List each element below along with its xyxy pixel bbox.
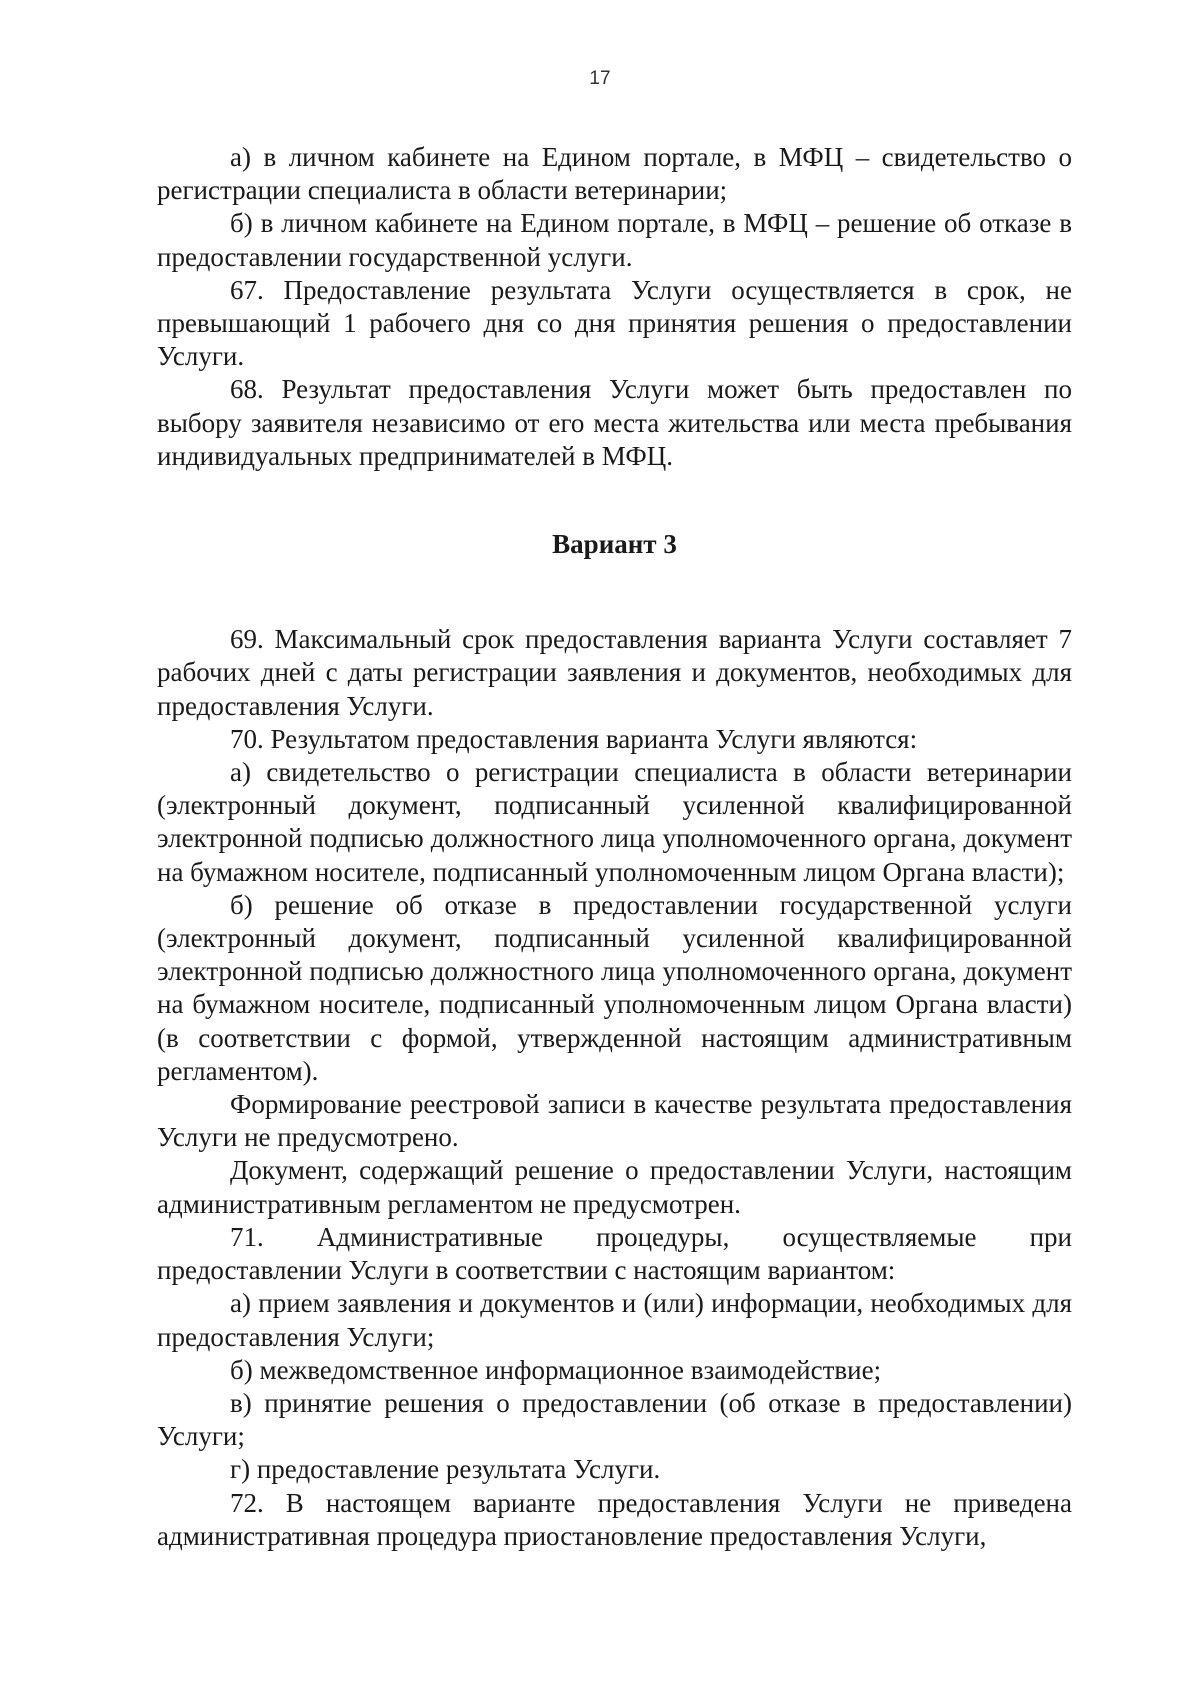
paragraph-66a: а) в личном кабинете на Едином портале, в МФЦ – свидетельство о регистрации специалиста в области ветеринарии;	[157, 142, 1072, 206]
paragraph-70b: б) решение об отказе в предоставлении государственной услуги (электронный документ, подписанный усиленной квалифицированной электронной подписью должностного лица уполномоченного органа, документ на бумажном носителе, подписанный уполномоченным лицом Органа власти) (в соответствии с формой, утвержденной настоящим административным регламентом).	[157, 889, 1072, 1086]
document-body	[157, 141, 1072, 1553]
section-heading: Вариант 3	[552, 529, 677, 560]
paragraph-71a: а) прием заявления и документов и (или) информации, необходимых для предоставления Услуги;	[157, 1288, 1072, 1352]
paragraph-69: 69. Максимальный срок предоставления варианта Услуги составляет 7 рабочих дней с даты регистрации заявления и документов, необходимых для предоставления Услуги.	[157, 624, 1072, 721]
paragraph-66b: б) в личном кабинете на Едином портале, в МФЦ – решение об отказе в предоставлении государственной услуги.	[157, 208, 1072, 272]
paragraph-68: 68. Результат предоставления Услуги может быть предоставлен по выбору заявителя независимо от его места жительства или места пребывания индивидуальных предпринимателей в МФЦ.	[157, 374, 1072, 471]
paragraph-71d: г) предоставление результата Услуги.	[230, 1454, 661, 1485]
page-number: 17	[589, 68, 611, 89]
paragraph-72: 72. В настоящем варианте предоставления Услуги не приведена административная процедура приостановление предоставления Услуги,	[157, 1487, 1072, 1551]
paragraph-70: 70. Результатом предоставления варианта Услуги являются:	[230, 723, 918, 754]
paragraph-67: 67. Предоставление результата Услуги осуществляется в срок, не превышающий 1 рабочего дня со дня принятия решения о предоставлении Услуги.	[157, 274, 1072, 372]
paragraph-71b: б) межведомственное информационное взаимодействие;	[230, 1354, 882, 1385]
paragraph-70a: а) свидетельство о регистрации специалиста в области ветеринарии (электронный документ, подписанный усиленной квалифицированной электронной подписью должностного лица уполномоченного органа, документ на бумажном носителе, подписанный уполномоченным лицом Органа власти);	[157, 757, 1072, 887]
paragraph-registry-record: Формирование реестровой записи в качестве результата предоставления Услуги не предусмотрено.	[157, 1089, 1072, 1153]
paragraph-decision-document: Документ, содержащий решение о предоставлении Услуги, настоящим административным регламентом не предусмотрен.	[157, 1155, 1072, 1219]
paragraph-71c: в) принятие решения о предоставлении (об отказе в предоставлении) Услуги;	[157, 1387, 1072, 1452]
paragraph-71: 71. Административные процедуры, осуществляемые при предоставлении Услуги в соответствии с настоящим вариантом:	[157, 1221, 1072, 1286]
